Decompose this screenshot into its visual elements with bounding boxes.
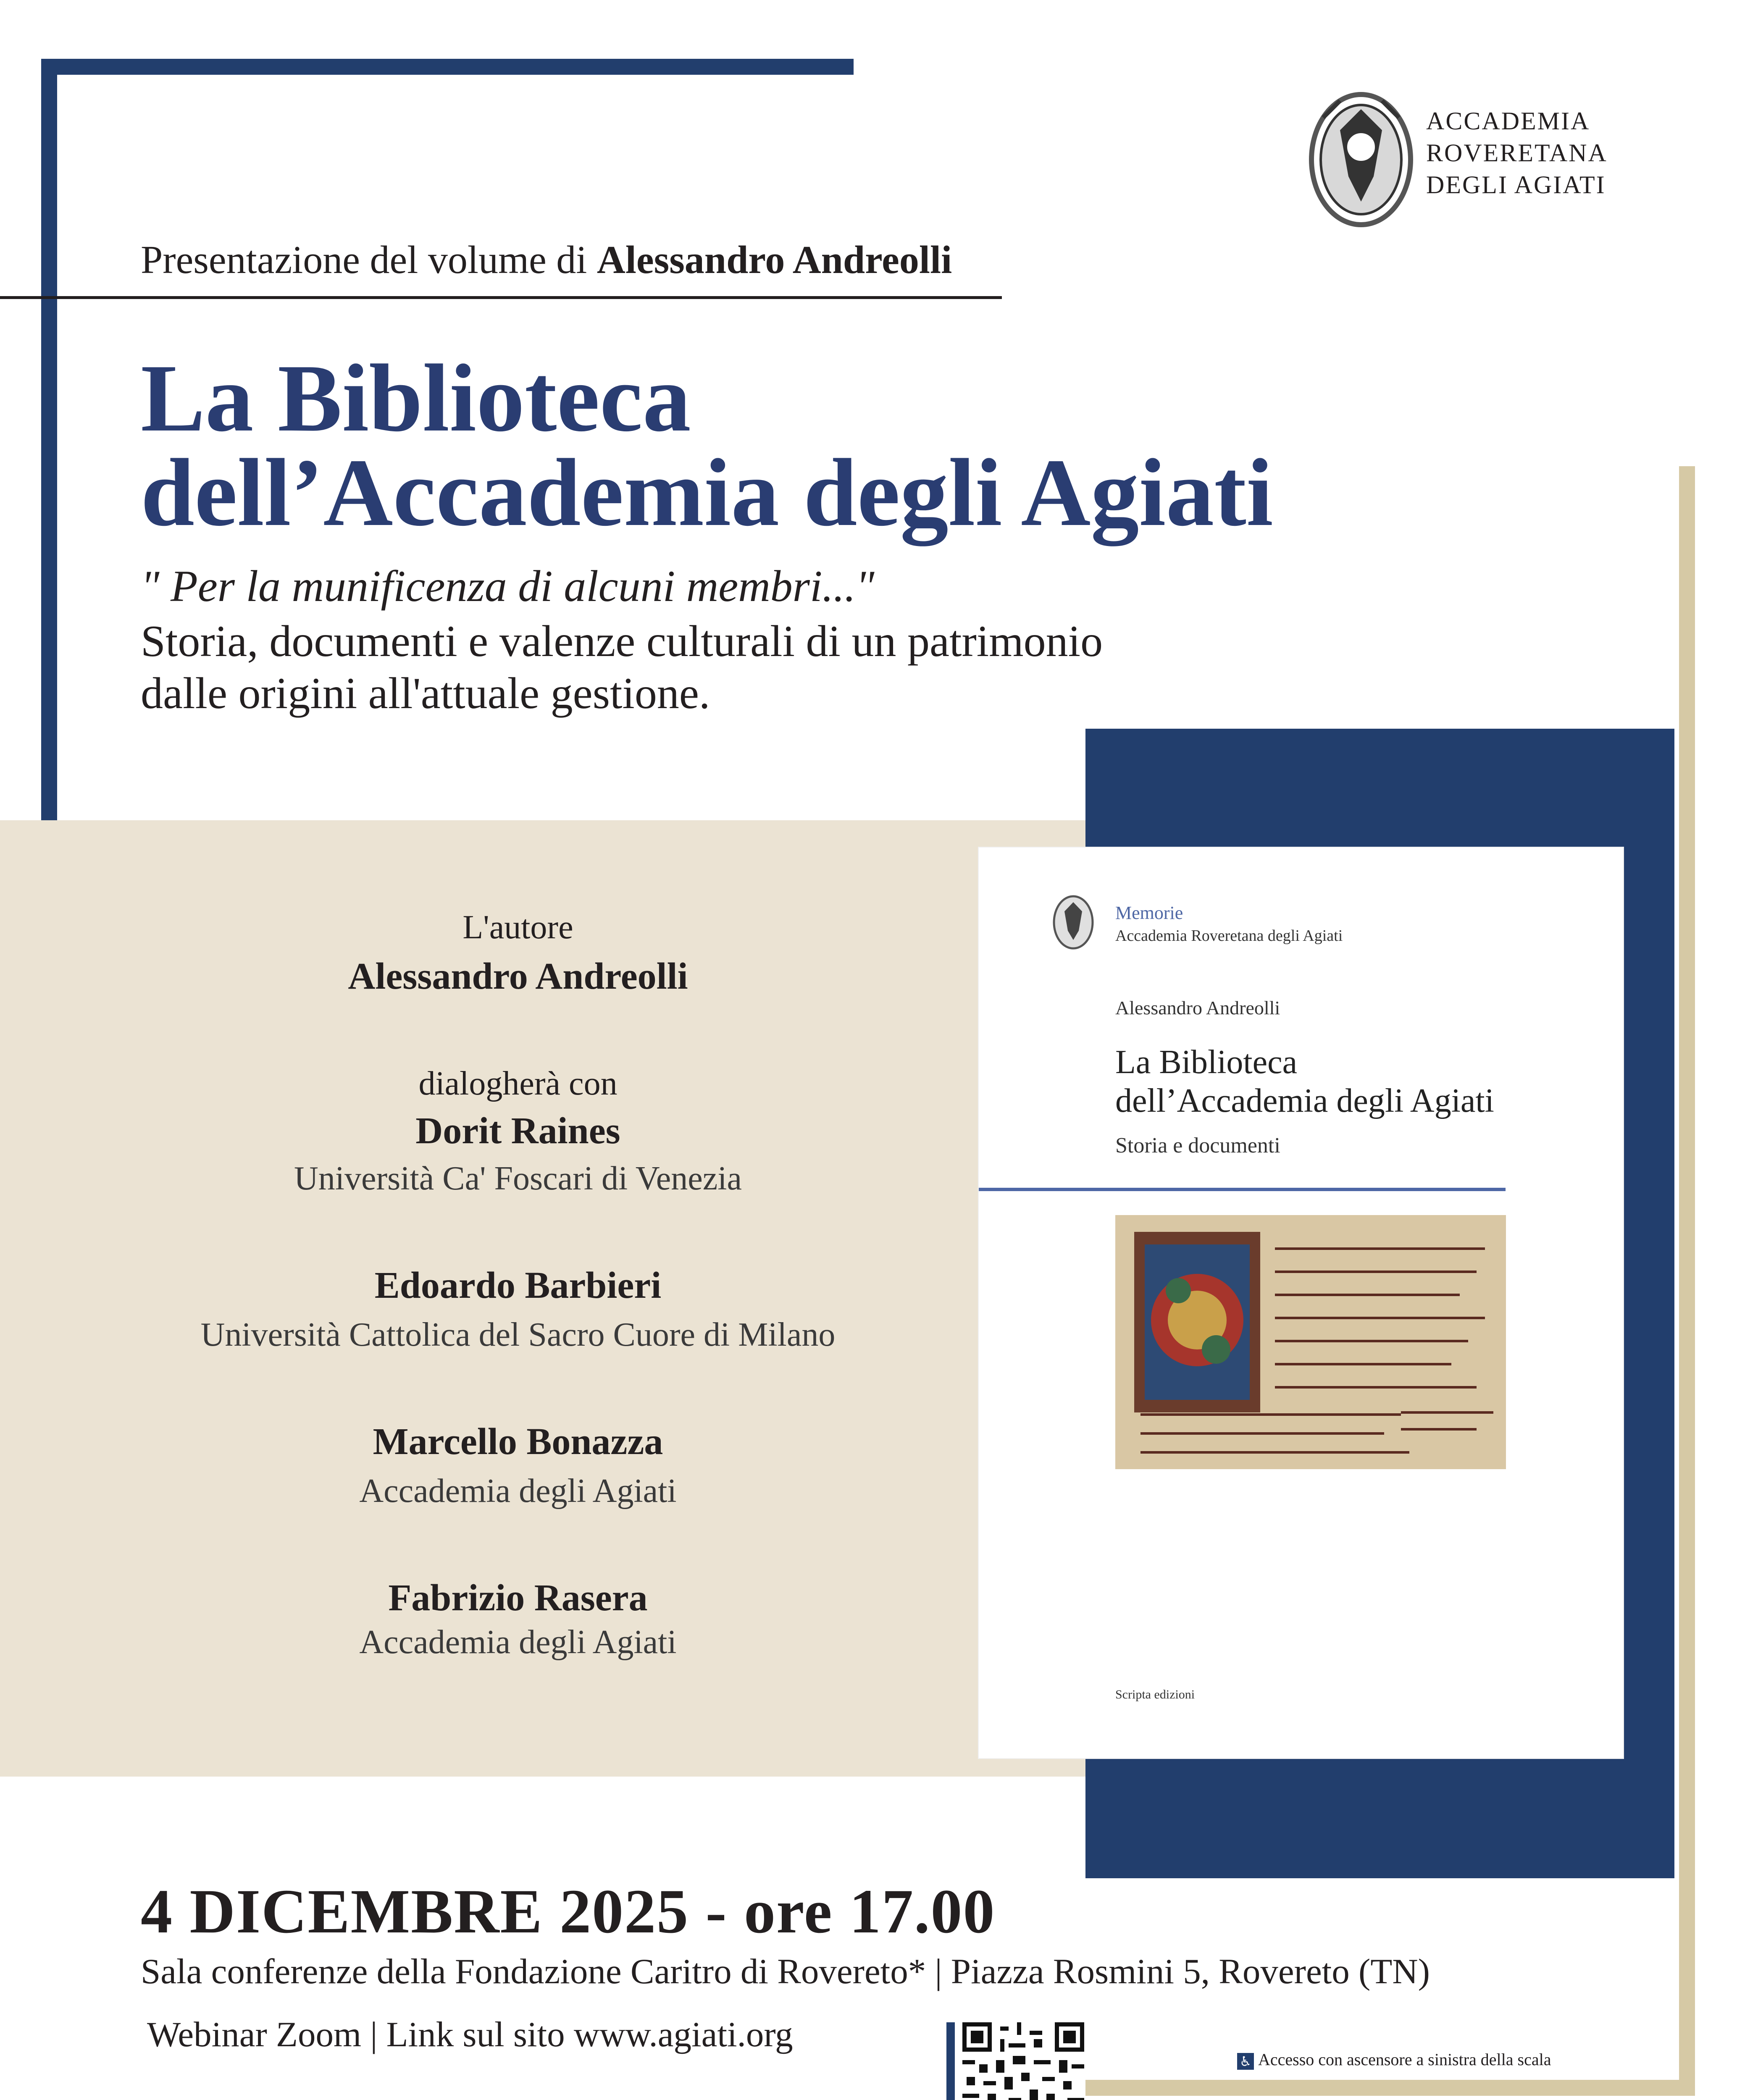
speaker-affiliation: Accademia degli Agiati (359, 1473, 677, 1509)
book-cover (979, 848, 1623, 1758)
access-note (1237, 2050, 1551, 2070)
speaker-name: Edoardo Barbieri (374, 1265, 662, 1306)
cover-divider (979, 1188, 1506, 1191)
speaker-name: Fabrizio Rasera (388, 1577, 648, 1619)
subtitle-underline (0, 296, 1002, 299)
cover-crest-icon (1050, 893, 1096, 952)
academy-logo (1298, 84, 1697, 235)
cover-author: Alessandro Andreolli (1115, 997, 1280, 1018)
event-venue: Sala conferenze della Fondazione Caritro di Rovereto* | Piazza Rosmini 5, Rovereto (TN) (141, 1952, 1430, 1991)
manuscript-image (1115, 1215, 1506, 1469)
cover-series-sub: Accademia Roveretana degli Agiati (1115, 927, 1343, 945)
author-name: Alessandro Andreolli (348, 956, 688, 997)
qr-code-icon (962, 2022, 1084, 2100)
academy-logo-line1: ACCADEMIA (1426, 107, 1590, 135)
page-title (141, 344, 1273, 546)
academy-logo-line2: ROVERETANA (1426, 139, 1608, 167)
presentation-subtitle (141, 237, 952, 283)
cover-series: Memorie (1115, 903, 1183, 923)
title-line-1: La Biblioteca (141, 344, 691, 452)
speaker-affiliation: Università Ca' Foscari di Venezia (294, 1160, 742, 1197)
cover-title-line-1: La Biblioteca (1115, 1044, 1298, 1081)
title-line-2: dell’Accademia degli Agiati (141, 439, 1273, 546)
speaker-affiliation: Accademia degli Agiati (359, 1624, 677, 1661)
event-date-time: 4 DICEMBRE 2025 - ore 17.00 (141, 1877, 996, 1946)
speakers-section (182, 906, 854, 1663)
description-line-1: Storia, documenti e valenze culturali di un patrimonio (141, 617, 1103, 666)
cover-title (1115, 1043, 1494, 1120)
gold-frame-vertical (1679, 466, 1695, 2096)
description (141, 615, 1103, 719)
subtitle-prefix: Presentazione del volume di (141, 238, 597, 282)
top-left-frame-horizontal (41, 59, 854, 75)
qr-frame-left (946, 2022, 955, 2100)
subtitle-author: Alessandro Andreolli (597, 238, 952, 282)
dialogue-label: dialogherà con (418, 1065, 618, 1102)
speaker-name: Dorit Raines (415, 1110, 620, 1152)
cover-publisher: Scripta edizioni (1115, 1688, 1195, 1701)
gold-frame-horizontal (1085, 2080, 1695, 2096)
qr-code[interactable] (946, 2022, 1085, 2100)
speaker-affiliation: Università Cattolica del Sacro Cuore di Milano (200, 1316, 836, 1353)
author-label: L'autore (462, 909, 573, 946)
webinar-info: Webinar Zoom | Link sul sito www.agiati.org (147, 2015, 793, 2054)
wheelchair-icon: ♿ (1237, 2053, 1254, 2070)
speaker-name: Marcello Bonazza (373, 1421, 663, 1462)
cover-title-line-2: dell’Accademia degli Agiati (1115, 1082, 1494, 1119)
cover-subtitle: Storia e documenti (1115, 1134, 1280, 1158)
access-note-text: Accesso con ascensore a sinistra della scala (1258, 2050, 1551, 2069)
description-line-2: dalle origini all'attuale gestione. (141, 669, 710, 718)
academy-logo-line3: DEGLI AGIATI (1426, 171, 1606, 199)
academy-crest-icon (1298, 84, 1424, 235)
quote: " Per la munificenza di alcuni membri..." (141, 562, 875, 611)
